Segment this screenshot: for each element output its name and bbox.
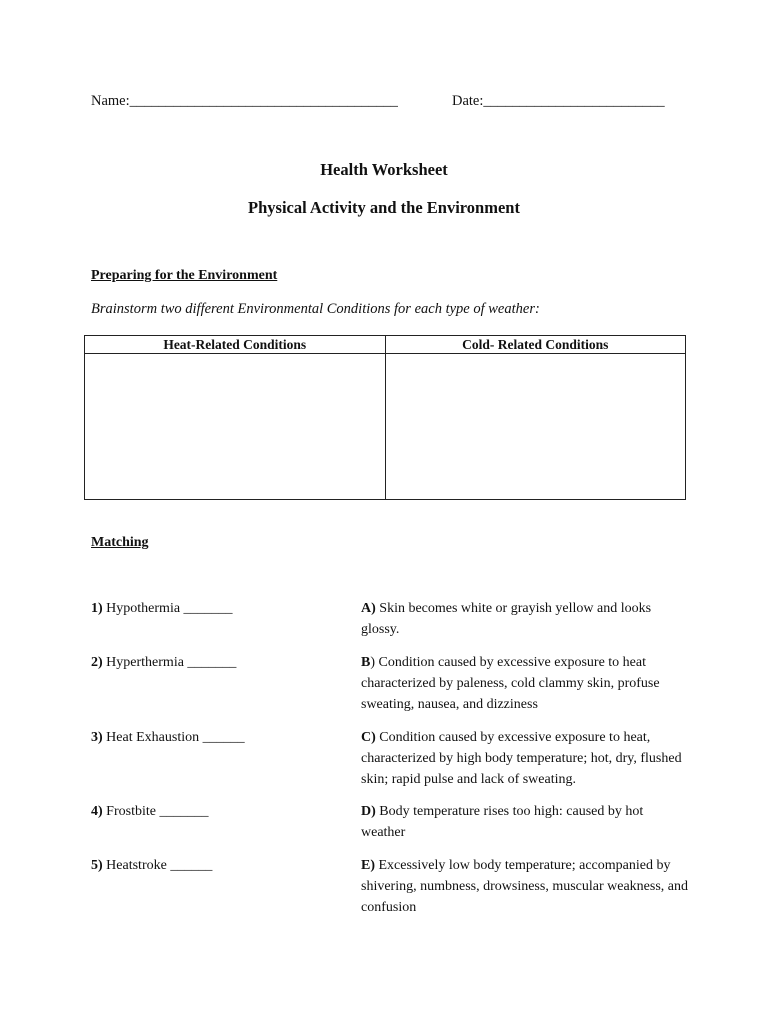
term-number: 2): [91, 655, 103, 670]
term-number: 4): [91, 804, 103, 819]
heat-answer-cell[interactable]: [85, 354, 386, 500]
definition-paren: ): [370, 655, 376, 670]
matching-definition-e: [361, 855, 691, 918]
preparing-heading: Preparing for the Environment: [91, 268, 278, 283]
term-text: Heat Exhaustion ______: [102, 730, 245, 745]
definition-letter: A): [361, 601, 376, 616]
definition-text: Body temperature rises too high: caused by hot weather: [361, 804, 644, 840]
matching-term-5: [91, 858, 212, 874]
term-number: 1): [91, 601, 103, 616]
worksheet-subtitle: Physical Activity and the Environment: [248, 198, 520, 217]
definition-letter: D): [361, 804, 376, 819]
cold-answer-cell[interactable]: [385, 354, 686, 500]
definition-letter: C): [361, 730, 376, 745]
term-text: Hyperthermia _______: [102, 655, 237, 670]
matching-term-2: [91, 655, 236, 671]
term-number: 5): [91, 858, 103, 873]
matching-term-4: [91, 804, 208, 820]
definition-text: Excessively low body temperature; accompanied by shivering, numbness, drowsiness, muscular weakness, and confusion: [361, 858, 689, 915]
matching-definition-b: [361, 652, 691, 715]
matching-term-3: [91, 730, 245, 746]
name-field: Name:_____________________________________: [91, 93, 398, 109]
cold-column-header: Cold- Related Conditions: [385, 336, 686, 354]
matching-term-1: [91, 601, 233, 617]
definition-letter: B: [361, 655, 371, 670]
definition-text: Condition caused by excessive exposure to heat, characterized by high body temperature; hot, dry, flushed skin; rapid pulse and lack of sweating.: [361, 730, 682, 787]
definition-text: Condition caused by excessive exposure to heat characterized by paleness, cold clammy skin, profuse sweating, nausea, and dizziness: [361, 655, 660, 712]
matching-definition-d: [361, 801, 691, 843]
definition-text: Skin becomes white or grayish yellow and looks glossy.: [361, 601, 652, 637]
brainstorm-instruction: Brainstorm two different Environmental Conditions for each type of weather:: [91, 301, 540, 317]
matching-definition-a: [361, 598, 691, 640]
matching-definition-c: [361, 727, 691, 790]
matching-heading: Matching: [91, 535, 149, 550]
term-text: Hypothermia _______: [102, 601, 233, 616]
term-text: Heatstroke ______: [102, 858, 213, 873]
date-field: Date:_________________________: [452, 93, 665, 109]
heat-column-header: Heat-Related Conditions: [85, 336, 386, 354]
definition-letter: E): [361, 858, 375, 873]
term-number: 3): [91, 730, 103, 745]
term-text: Frostbite _______: [102, 804, 209, 819]
worksheet-title: Health Worksheet: [320, 160, 448, 179]
conditions-table: [84, 335, 686, 500]
